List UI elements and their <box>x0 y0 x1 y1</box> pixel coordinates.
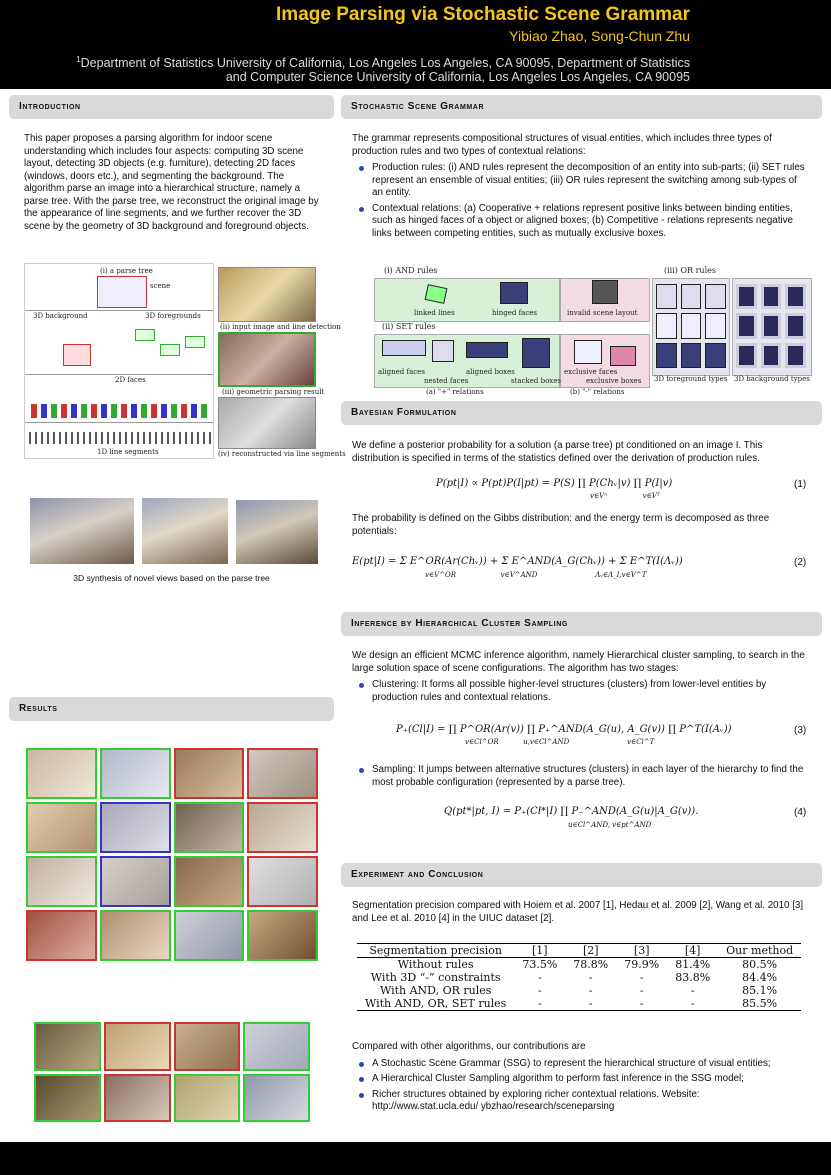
bg-type-shape <box>785 284 806 309</box>
fig-label-exclusive-faces: exclusive faces <box>564 368 618 376</box>
table-header: Our method <box>726 944 794 957</box>
table-header: [2] <box>582 944 599 957</box>
section-heading-introduction: Introduction <box>9 95 334 119</box>
geometric-parsing-photo <box>218 332 316 387</box>
result-image <box>174 802 245 853</box>
result-image <box>26 910 97 961</box>
foreground-box-image <box>185 336 205 348</box>
result-image <box>247 802 318 853</box>
input-image-photo <box>218 267 316 322</box>
fig-label-nested-faces: nested faces <box>424 377 469 385</box>
section-heading-experiment: Experiment and Conclusion <box>341 863 822 887</box>
parse-tree-figure <box>24 263 214 459</box>
hinged-faces-shape <box>500 282 528 304</box>
results-grid-classrooms <box>34 1022 310 1122</box>
foreground-box-image <box>135 329 155 341</box>
poster-title: Image Parsing via Stochastic Scene Grammar <box>276 4 690 25</box>
tree-divider <box>25 374 214 375</box>
fig-label-stacked-boxes: stacked boxes <box>511 377 561 385</box>
fg-type-shape <box>656 343 677 368</box>
result-image <box>247 910 318 961</box>
fig-label-positive-relations: (a) "+" relations <box>426 388 484 396</box>
fg-type-shape <box>705 284 726 309</box>
reconstructed-photo <box>218 397 316 449</box>
table-cell: - <box>639 984 644 997</box>
result-image <box>174 1074 241 1123</box>
fig-label-input-image: (ii) input image and line detection <box>220 323 341 331</box>
contribution-bullet: A Hierarchical Cluster Sampling algorithm to perform fast inference in the SSG model; <box>372 1073 807 1086</box>
result-image <box>100 910 171 961</box>
table-cell: With AND, OR, SET rules <box>365 997 507 1010</box>
table-cell: Without rules <box>397 958 474 971</box>
fig-label-2d-faces: 2D faces <box>115 376 146 384</box>
result-image <box>34 1022 101 1071</box>
table-cell: - <box>690 997 695 1010</box>
experiment-text-1: Segmentation precision compared with Hoiem et al. 2007 [1], Hedau et al. 2009 [2], Wang et al. 2010 [3] and Lee et al. 2010 [4] in the UIUC dataset [2]. <box>352 900 804 924</box>
table-cell: - <box>537 997 542 1010</box>
fig-label-reconstructed: (iv) reconstructed via line segments <box>218 450 346 458</box>
fg-type-shape <box>705 313 726 338</box>
fig-label-scene: scene <box>150 282 171 290</box>
equation-4-number: (4) <box>794 807 807 818</box>
bg-type-shape <box>736 343 757 368</box>
results-table <box>357 943 801 1011</box>
table-header-row <box>357 944 801 958</box>
equation-1-number: (1) <box>794 479 807 490</box>
result-image <box>174 910 245 961</box>
result-image <box>100 856 171 907</box>
table-cell: 85.5% <box>742 997 778 1010</box>
table-cell: 85.1% <box>742 984 778 997</box>
result-image <box>100 802 171 853</box>
fig-label-bg-types: 3D background types <box>734 375 810 383</box>
bg-type-shape <box>736 313 757 338</box>
result-image <box>174 748 245 799</box>
fig-label-geometric-parsing: (iii) geometric parsing result <box>222 388 325 396</box>
equation-3-number: (3) <box>794 725 807 736</box>
synthesis-caption: 3D synthesis of novel views based on the parse tree <box>73 573 270 583</box>
table-cell: - <box>588 984 593 997</box>
poster-footer <box>0 1142 831 1175</box>
table-row <box>357 984 801 997</box>
novel-view-image <box>236 500 318 564</box>
fg-type-shape <box>681 343 702 368</box>
contribution-bullet: Richer structures obtained by exploring richer contextual relations. Website: http://www.stat.ucla.edu/ ybzhao/research/sceneparsing <box>372 1089 807 1114</box>
bayes-text-2: The probability is defined on the Gibbs distribution: and the energy term is decomposed as three potentials: <box>352 513 770 537</box>
bg-type-shape <box>761 284 782 309</box>
fig-label-aligned-boxes: aligned boxes <box>466 368 515 376</box>
bg-type-shape <box>785 343 806 368</box>
fig-label-or-rules: (iii) OR rules <box>664 266 716 275</box>
novel-view-image <box>30 498 134 564</box>
table-cell: 79.9% <box>624 958 660 971</box>
bg-type-shape <box>761 313 782 338</box>
table-cell: - <box>690 984 695 997</box>
inference-text-2 <box>352 764 807 792</box>
table-cell: - <box>588 997 593 1010</box>
fg-type-shape <box>705 343 726 368</box>
ssg-bullet: Production rules: (i) AND rules represent the decomposition of an entity into sub-parts; (ii) SET rules represent an ensemble of visual entities; (iii) OR rules represent the switching among sub-types of an entity. <box>372 162 807 200</box>
aligned-boxes-shape <box>466 342 508 358</box>
table-header: Segmentation precision <box>369 944 502 957</box>
result-image <box>26 856 97 907</box>
fig-label-hinged-faces: hinged faces <box>492 309 538 317</box>
table-cell: 81.4% <box>675 958 711 971</box>
intro-text: This paper proposes a parsing algorithm for indoor scene understanding which includes four aspects: computing 3D scene layout, detecting 3D objects (e.g. furniture), detecting 2D faces (windows, doors etc.), and segmenting the background. The algorithm parse an image into a hierarchical structure, namely a parse tree. With the parse tree, we reconstruct the original image by the appearance of line segments, and we further recover the 3D scene by the geometry of 3D background and foreground objects. <box>24 133 319 232</box>
fig-label-negative-relations: (b) "-" relations <box>570 388 625 396</box>
exclusive-faces-shape <box>574 340 602 364</box>
table-cell: - <box>537 971 542 984</box>
result-image <box>34 1074 101 1123</box>
exclusive-boxes-shape <box>610 346 636 366</box>
bg-type-shape <box>785 313 806 338</box>
stacked-boxes-shape <box>522 338 550 368</box>
fig-label-parse-tree: (i) a parse tree <box>100 267 153 275</box>
contribution-bullet: A Stochastic Scene Grammar (SSG) to represent the hierarchical structure of visual entities; <box>372 1058 807 1071</box>
result-image <box>243 1074 310 1123</box>
table-cell: 80.5% <box>742 958 778 971</box>
nested-faces-shape <box>432 340 454 362</box>
tree-divider <box>25 310 214 311</box>
table-cell: 84.4% <box>742 971 778 984</box>
equation-1: P(pt|I) ∝ P(pt)P(I|pt) = P(S) ∏ P(Chᵥ|v) ∏ P(I|v) <box>436 478 673 489</box>
table-cell: - <box>639 997 644 1010</box>
foreground-box-image <box>160 344 180 356</box>
poster-affiliation: $^1$Department of Statistics University of California, Los Angeles Los Angeles, CA 90095, Department of Statistics and Computer Science University of California, Los Angeles Los Angeles, CA 90095 <box>76 55 690 85</box>
background-box-image <box>63 344 91 366</box>
fig-label-linked-lines: linked lines <box>414 309 455 317</box>
bg-type-grid <box>736 284 806 368</box>
ssg-intro-text: The grammar represents compositional structures of visual entities, which includes three types of production rules and two types of contextual relations: Production rules: (i) AND rules represent the decomposition of an entity into sub-parts; (ii) SET rules represent an ensemble of visual entities; (iii) OR rules represent the switching among sub-types of an entity. Contextual relations: (a) Cooperative + relations represent positive links between binding entities, such as hinged faces of a object or aligned boxes; (b) Competitive - relations represents negative links between competing entities, such as mutually exclusive boxes. <box>352 133 807 243</box>
fg-type-shape <box>681 313 702 338</box>
equation-2-number: (2) <box>794 557 807 568</box>
result-image <box>243 1022 310 1071</box>
table-cell: With AND, OR rules <box>379 984 492 997</box>
poster-header <box>0 0 831 89</box>
section-heading-bayesian: Bayesian Formulation <box>341 401 822 425</box>
fg-type-shape <box>681 284 702 309</box>
table-row <box>357 958 801 972</box>
ssg-bullet: Contextual relations: (a) Cooperative + relations represent positive links between binding entities, such as hinged faces of a object or aligned boxes; (b) Competitive - relations represents negative links between competing entities, such as mutually exclusive boxes. <box>372 203 807 241</box>
table-row <box>357 971 801 984</box>
result-image <box>174 1022 241 1071</box>
table-header: [3] <box>633 944 650 957</box>
result-image <box>100 748 171 799</box>
equation-2: E(pt|I) = Σ E^OR(Ar(Chᵥ)) + Σ E^AND(A_G(Chᵥ)) + Σ E^T(I(Λᵥ)) <box>352 556 683 567</box>
experiment-text-2: Compared with other algorithms, our contributions are A Stochastic Scene Grammar (SSG) to represent the hierarchical structure of visual entities; A Hierarchical Cluster Sampling algorithm to perform fast inference in the SSG model; Richer structures obtained by exploring richer contextual relations. Website: http://www.stat.ucla.edu/ ybzhao/research/sceneparsing <box>352 1041 807 1117</box>
scene-node-image <box>97 276 147 308</box>
section-heading-ssg: Stochastic Scene Grammar <box>341 95 822 119</box>
fg-type-grid <box>656 284 726 368</box>
equation-1-subscripts: v∈Vⁿ v∈Vᵀ <box>590 492 660 500</box>
fig-label-1d-line-segments: 1D line segments <box>97 448 159 456</box>
fig-label-aligned-faces: aligned faces <box>378 368 425 376</box>
poster-authors: Yibiao Zhao, Song-Chun Zhu <box>509 28 690 44</box>
table-cell: 73.5% <box>522 958 558 971</box>
fig-label-3d-foregrounds: 3D foregrounds <box>145 312 201 320</box>
bg-type-shape <box>736 284 757 309</box>
table-cell: 83.8% <box>675 971 711 984</box>
bg-type-shape <box>761 343 782 368</box>
result-image <box>26 802 97 853</box>
aligned-faces-shape <box>382 340 426 356</box>
result-image <box>247 748 318 799</box>
fig-label-invalid-layout: invalid scene layout <box>567 309 638 317</box>
fig-label-exclusive-boxes: exclusive boxes <box>586 377 642 385</box>
table-cell: 78.8% <box>573 958 609 971</box>
bayes-text-1: We define a posterior probability for a solution (a parse tree) pt conditioned on an image I. This distribution is specified in terms of the statistics defined over the derivation of production rules. <box>352 440 763 464</box>
table-cell: - <box>537 984 542 997</box>
ssg-rules-figure <box>374 264 810 398</box>
result-image <box>104 1074 171 1123</box>
inference-bullet-sampling: Sampling: It jumps between alternative structures (clusters) in each layer of the hierarchy to find the most probable configuration (represented by a parse tree). <box>372 764 807 789</box>
fig-label-fg-types: 3D foreground types <box>654 375 728 383</box>
result-image <box>174 856 245 907</box>
fig-label-set-rules: (ii) SET rules <box>382 322 436 331</box>
equation-2-subscripts: v∈V^OR v∈V^AND Λᵥ∈Λ_I,v∈V^T <box>425 571 647 579</box>
results-grid <box>26 748 318 961</box>
inference-bullet-clustering: Clustering: It forms all possible higher-level structures (clusters) from lower-level entities by production rules and contextual relations. <box>372 679 807 704</box>
result-image <box>104 1022 171 1071</box>
equation-3: P₊(Cl|I) = ∏ P^OR(Ar(v)) ∏ P₊^AND(A_G(u), A_G(v)) ∏ P^T(I(Aᵥ)) <box>396 724 732 735</box>
equation-4-subscripts: u∈Cl^AND, v∈pt^AND <box>568 821 652 829</box>
equation-3-subscripts: v∈Cl^OR u,v∈Cl^AND v∈Cl^T <box>465 738 655 746</box>
section-heading-results: Results <box>9 697 334 721</box>
result-image <box>247 856 318 907</box>
table-cell: - <box>639 971 644 984</box>
section-heading-inference: Inference by Hierarchical Cluster Sampling <box>341 612 822 636</box>
fig-label-and-rules: (i) AND rules <box>384 266 438 275</box>
fg-type-shape <box>656 313 677 338</box>
table-cell: With 3D “-” constraints <box>370 971 501 984</box>
table-header: [1] <box>532 944 548 957</box>
fig-label-3d-background: 3D background <box>33 312 88 320</box>
inference-text: We design an efficient MCMC inference algorithm, namely Hierarchical cluster sampling, to search in the large solution space of scene configurations. The algorithm has two stages: Clustering: It forms all possible higher-level structures (clusters) from lower-level entities by production rules and contextual relations. <box>352 650 807 707</box>
equation-4: Q(pt*|pt, I) = P₊(Cl*|I) ∏ P₋^AND(A_G(u)|A_G(v)). <box>444 806 699 817</box>
tree-divider <box>25 422 214 423</box>
novel-view-image <box>142 498 228 564</box>
table-cell: - <box>588 971 593 984</box>
result-image <box>26 748 97 799</box>
table-header: [4] <box>684 944 701 957</box>
invalid-layout-shape <box>592 280 618 304</box>
table-row <box>357 997 801 1011</box>
line-segments-row <box>29 432 211 444</box>
face-nodes-row <box>31 404 209 418</box>
fg-type-shape <box>656 284 677 309</box>
